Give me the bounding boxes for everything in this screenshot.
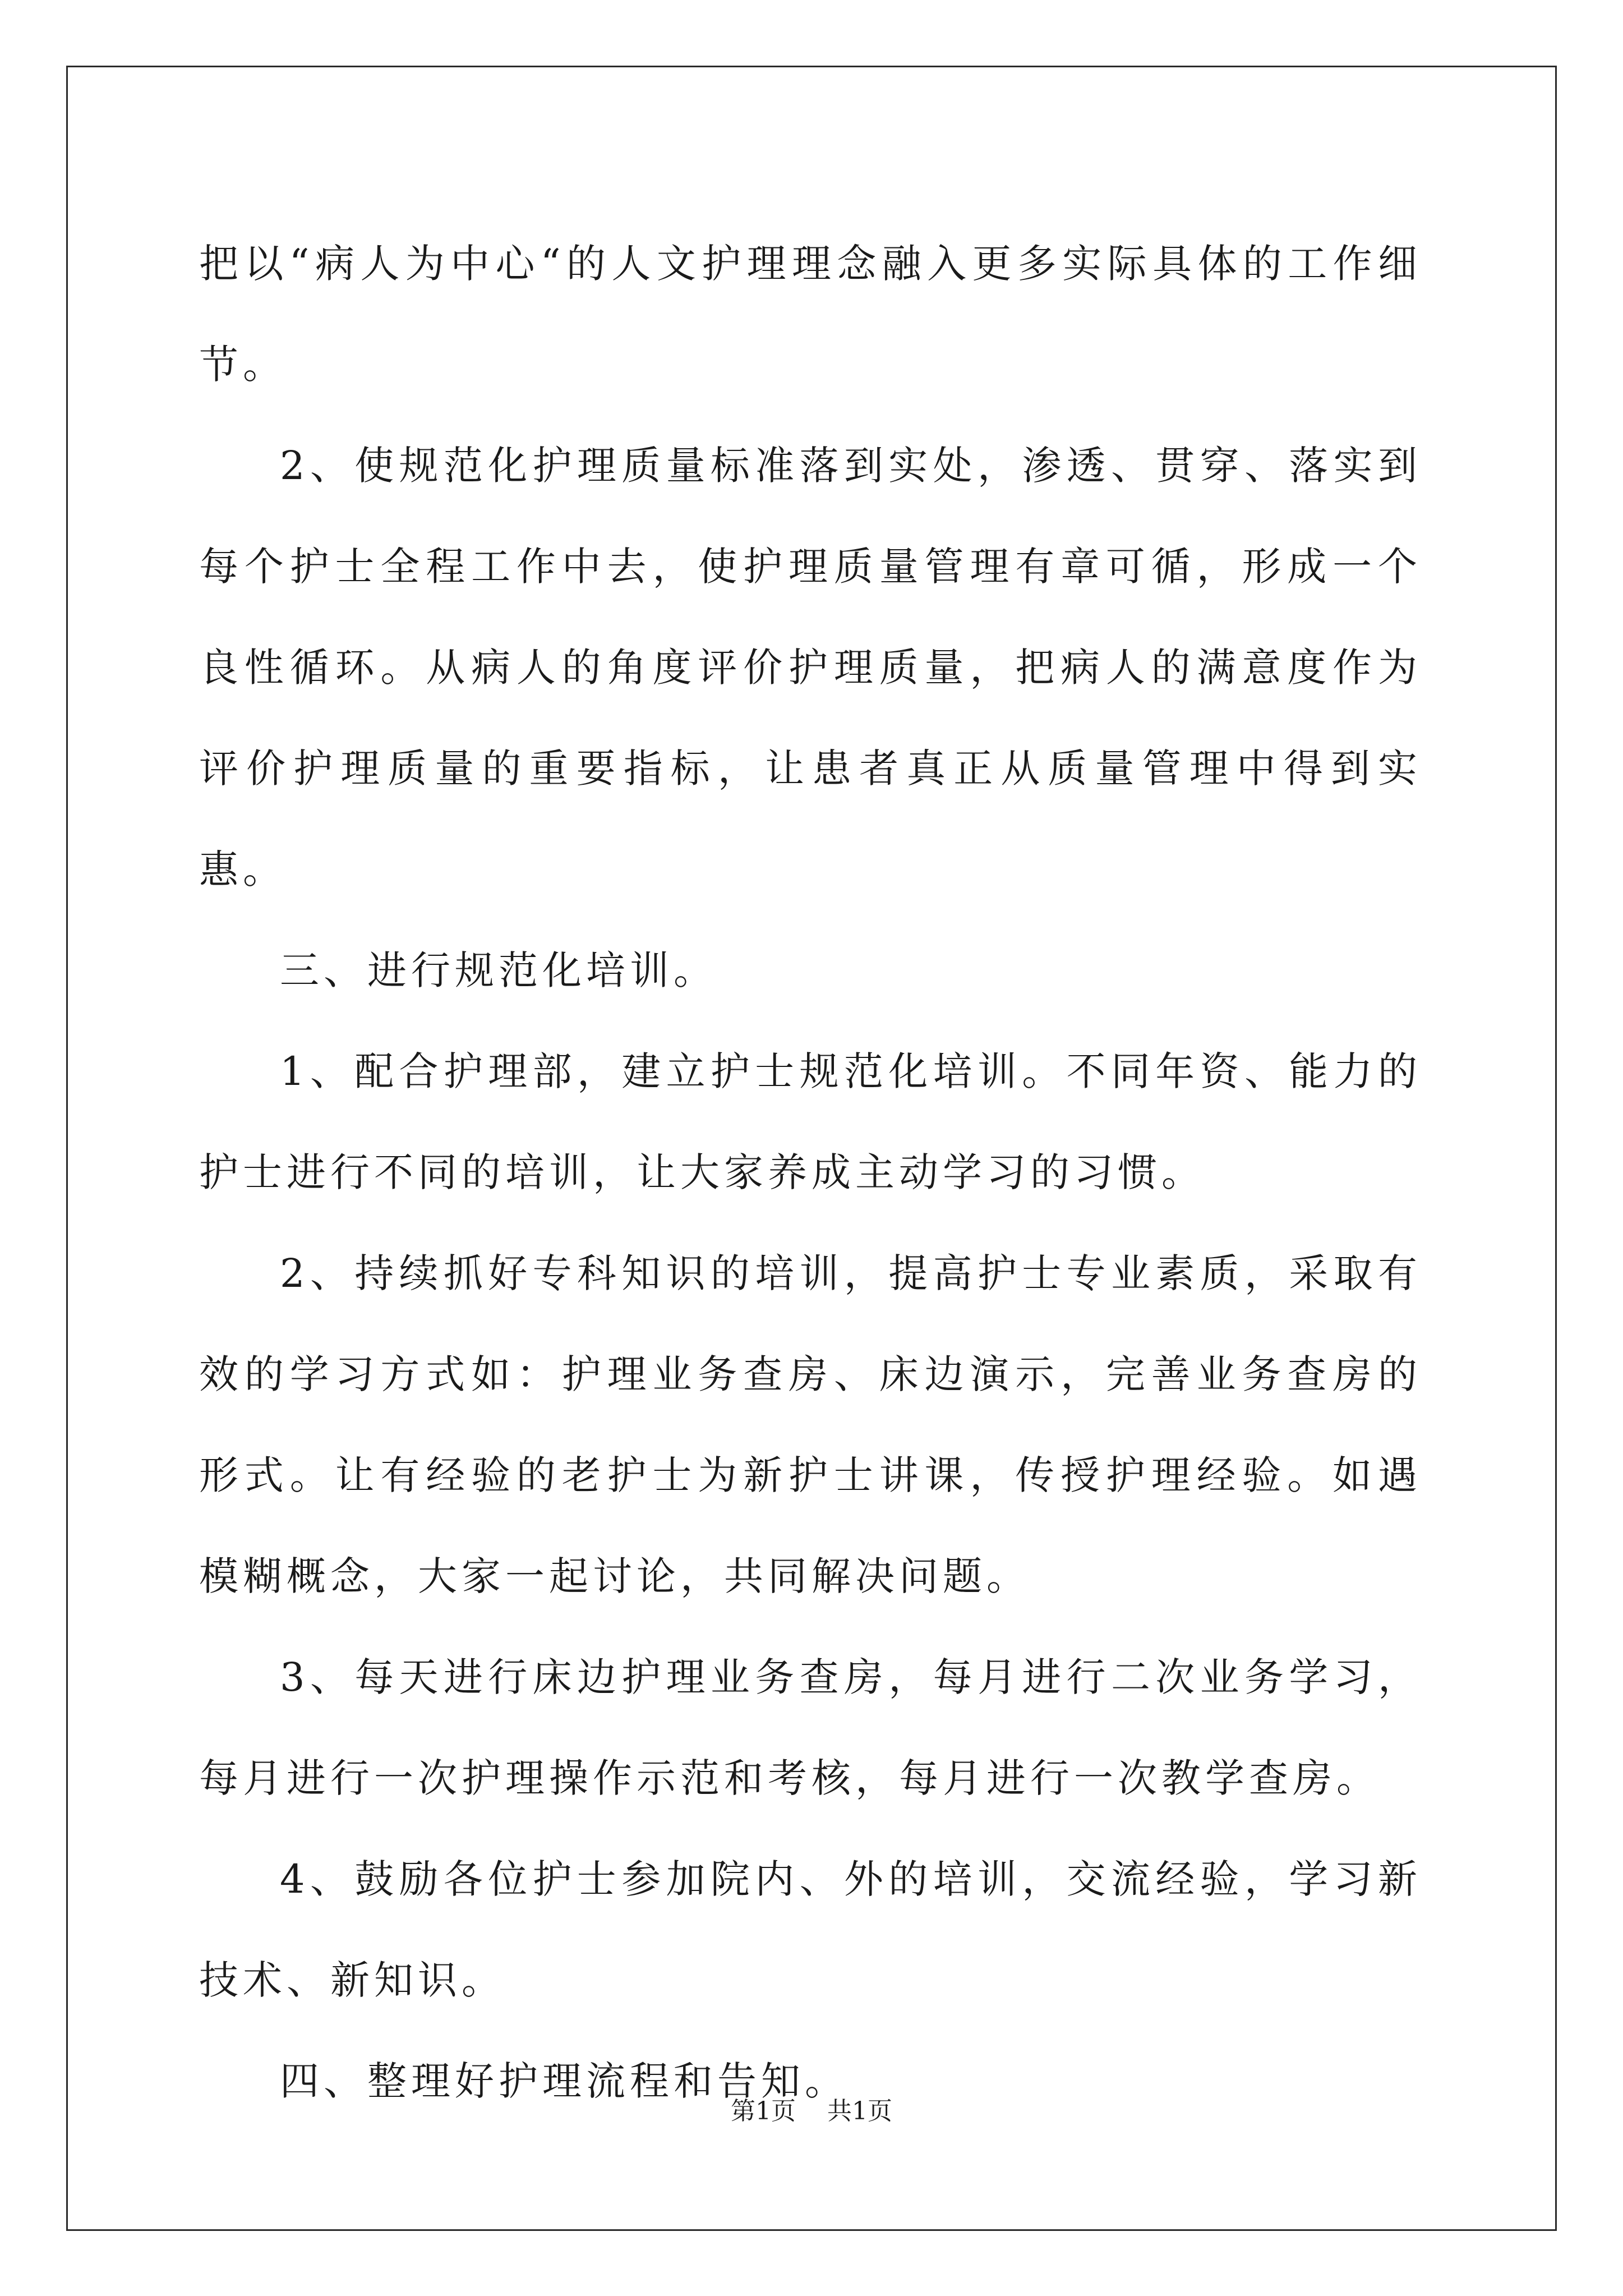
paragraph-continuation: 把以“病人为中心“的人文护理理念融入更多实际具体的工作细节。 xyxy=(199,241,1422,388)
paragraph-item-4-encourage: 4、鼓励各位护士参加院内、外的培训，交流经验，学习新技术、新知识。 xyxy=(199,1856,1422,2003)
section-heading-training: 三、进行规范化培训。 xyxy=(280,947,717,993)
page-footer xyxy=(0,2091,1623,2127)
section-heading-process: 四、整理好护理流程和告知。 xyxy=(280,2058,849,2104)
paragraph-item-2-specialty: 2、持续抓好专科知识的培训，提高护士专业素质，采取有效的学习方式如：护理业务查房、床边演示，完善业务查房的形式。让有经验的老护士为新护士讲课，传授护理经验。如遇模糊概念，大家一起讨论，共同解决问题。 xyxy=(199,1250,1422,1599)
paragraph-item-1-training: 1、配合护理部，建立护士规范化培训。不同年资、能力的护士进行不同的培训，让大家养成主动学习的习惯。 xyxy=(199,1048,1422,1195)
page-number-current: 第1页 xyxy=(731,2097,796,2125)
document-body xyxy=(199,213,1422,2132)
paragraph-item-3-rounds: 3、每天进行床边护理业务查房，每月进行二次业务学习，每月进行一次护理操作示范和考核，每月进行一次教学查房。 xyxy=(199,1654,1422,1801)
paragraph-item-2-quality: 2、使规范化护理质量标准落到实处，渗透、贯穿、落实到每个护士全程工作中去，使护理质量管理有章可循，形成一个良性循环。从病人的角度评价护理质量，把病人的满意度作为评价护理质量的重要指标，让患者真正从质量管理中得到实惠。 xyxy=(199,443,1422,892)
page-number-total: 共1页 xyxy=(827,2097,892,2125)
